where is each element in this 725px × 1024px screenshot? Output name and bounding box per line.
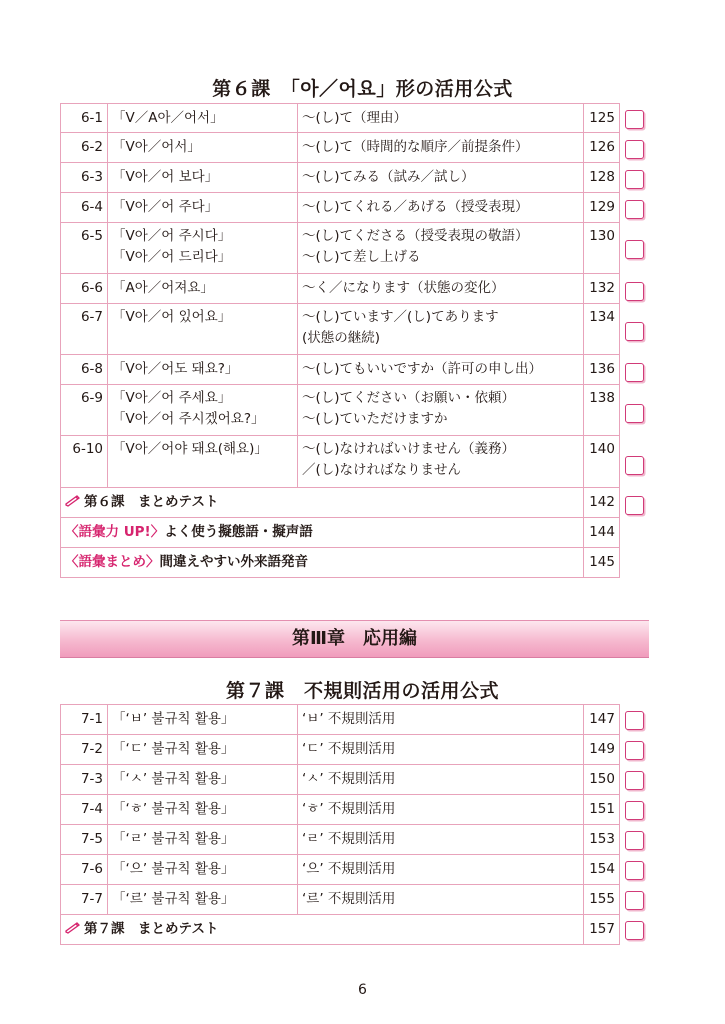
summary-test — [61, 488, 584, 518]
japanese-meaning — [298, 436, 584, 488]
row-number: 7-2 — [61, 735, 108, 765]
row-number: 7-4 — [61, 795, 108, 825]
japanese-meaning: ‘ㄹ’ 不規則活用 — [298, 825, 584, 855]
pencil-icon — [65, 922, 81, 934]
japanese-meaning: ‘ㅂ’ 不規則活用 — [298, 705, 584, 735]
lesson7-table — [60, 704, 620, 945]
checkbox[interactable] — [625, 282, 644, 301]
row-number: 6-3 — [61, 163, 108, 193]
korean-pattern: 「‘ㅅ’ 불규칙 활용」 — [108, 765, 298, 795]
extra-item — [61, 548, 584, 578]
summary-test-label: 第７課 まとめテスト — [84, 921, 219, 937]
japanese-line: ～(し)て差し上げる — [302, 249, 421, 265]
japanese-meaning: ‘ㄷ’ 不規則活用 — [298, 735, 584, 765]
korean-pattern: 「V아／어 주다」 — [108, 193, 298, 223]
row-number: 6-1 — [61, 104, 108, 133]
summary-test-label: 第６課 まとめテスト — [84, 494, 219, 510]
table-row[interactable] — [61, 355, 620, 385]
table-row[interactable] — [61, 795, 620, 825]
checkbox[interactable] — [625, 831, 644, 850]
table-row[interactable] — [61, 825, 620, 855]
japanese-meaning: ～く／になります（状態の変化） — [298, 274, 584, 304]
japanese-meaning — [298, 223, 584, 274]
japanese-line: ～(し)てください（お願い・依頼） — [302, 390, 516, 406]
japanese-meaning: ‘ㅎ’ 不規則活用 — [298, 795, 584, 825]
korean-pattern: 「‘으’ 불규칙 활용」 — [108, 855, 298, 885]
page-ref: 150 — [584, 765, 620, 795]
table-row[interactable] — [61, 104, 620, 133]
korean-line: 「V아／어 드리다」 — [112, 249, 232, 265]
page-ref: 147 — [584, 705, 620, 735]
page-ref: 142 — [584, 488, 620, 518]
row-number: 6-2 — [61, 133, 108, 163]
row-number: 7-3 — [61, 765, 108, 795]
japanese-line: (状態の継続) — [302, 330, 381, 346]
page-ref: 144 — [584, 518, 620, 548]
table-row[interactable] — [61, 163, 620, 193]
page-ref: 129 — [584, 193, 620, 223]
checkbox[interactable] — [625, 240, 644, 259]
row-number: 6-8 — [61, 355, 108, 385]
japanese-meaning: ‘ㅅ’ 不規則活用 — [298, 765, 584, 795]
pencil-icon — [65, 495, 81, 507]
page-ref: 154 — [584, 855, 620, 885]
page-ref: 155 — [584, 885, 620, 915]
japanese-meaning: ‘으’ 不規則活用 — [298, 855, 584, 885]
checkbox[interactable] — [625, 363, 644, 382]
page-number: 6 — [358, 982, 367, 998]
page-ref: 153 — [584, 825, 620, 855]
table-row[interactable] — [61, 705, 620, 735]
lesson6-table — [60, 103, 620, 578]
japanese-meaning: ～(し)て（時間的な順序／前提条件） — [298, 133, 584, 163]
row-number: 7-1 — [61, 705, 108, 735]
checkbox[interactable] — [625, 170, 644, 189]
lesson7-title: 第７課 不規則活用の活用公式 — [225, 680, 499, 702]
table-row[interactable] — [61, 193, 620, 223]
table-row[interactable] — [61, 304, 620, 355]
extra-row[interactable] — [61, 548, 620, 578]
summary-test-row[interactable] — [61, 915, 620, 945]
table-row[interactable] — [61, 133, 620, 163]
korean-pattern: 「‘ㅂ’ 불규칙 활용」 — [108, 705, 298, 735]
extra-item — [61, 518, 584, 548]
checkbox[interactable] — [625, 322, 644, 341]
page-ref: 140 — [584, 436, 620, 488]
checkbox[interactable] — [625, 110, 644, 129]
korean-line: 「V아／어 주시다」 — [112, 228, 232, 244]
summary-test — [61, 915, 584, 945]
japanese-meaning — [298, 304, 584, 355]
japanese-line: ～(し)なければいけません（義務） — [302, 441, 516, 457]
korean-pattern: 「V아／어도 돼요?」 — [108, 355, 298, 385]
extra-text: 間違えやすい外来語発音 — [159, 554, 308, 570]
checkbox[interactable] — [625, 140, 644, 159]
table-row[interactable] — [61, 223, 620, 274]
korean-pattern: 「V아／어서」 — [108, 133, 298, 163]
page-ref: 126 — [584, 133, 620, 163]
korean-pattern: 「‘ㄷ’ 불규칙 활용」 — [108, 735, 298, 765]
table-row[interactable] — [61, 885, 620, 915]
extra-tag: 〈語彙まとめ〉 — [65, 554, 160, 570]
korean-line: 「V아／어 주시겠어요?」 — [112, 411, 265, 427]
page-ref: 157 — [584, 915, 620, 945]
row-number: 7-5 — [61, 825, 108, 855]
checkbox[interactable] — [625, 771, 644, 790]
row-number: 6-6 — [61, 274, 108, 304]
korean-pattern: 「‘ㅎ’ 불규칙 활용」 — [108, 795, 298, 825]
korean-pattern: 「V／A아／어서」 — [108, 104, 298, 133]
summary-test-row[interactable] — [61, 488, 620, 518]
korean-pattern: 「A아／어져요」 — [108, 274, 298, 304]
row-number: 6-5 — [61, 223, 108, 274]
row-number: 7-7 — [61, 885, 108, 915]
page-ref: 134 — [584, 304, 620, 355]
row-number: 6-10 — [61, 436, 108, 488]
korean-pattern — [108, 385, 298, 436]
chapter-heading: 第Ⅲ章 応用編 — [60, 620, 649, 658]
japanese-meaning: ～(し)てくれる／あげる（授受表現） — [298, 193, 584, 223]
japanese-line: ～(し)ています／(し)てあります — [302, 309, 499, 325]
page-ref: 130 — [584, 223, 620, 274]
table-row[interactable] — [61, 436, 620, 488]
lesson6-title: 第６課 「아／어요」形の活用公式 — [212, 78, 513, 100]
japanese-meaning: ～(し)て（理由） — [298, 104, 584, 133]
page-ref: 149 — [584, 735, 620, 765]
checkbox[interactable] — [625, 711, 644, 730]
korean-pattern: 「‘ㄹ’ 불규칙 활용」 — [108, 825, 298, 855]
korean-pattern: 「V아／어 있어요」 — [108, 304, 298, 355]
japanese-meaning: ～(し)てもいいですか（許可の申し出） — [298, 355, 584, 385]
japanese-line: ～(し)てくださる（授受表現の敬語） — [302, 228, 529, 244]
japanese-meaning — [298, 385, 584, 436]
checkbox[interactable] — [625, 741, 644, 760]
table-row[interactable] — [61, 735, 620, 765]
korean-pattern — [108, 223, 298, 274]
japanese-meaning: ‘르’ 不規則活用 — [298, 885, 584, 915]
checkbox[interactable] — [625, 456, 644, 475]
page-ref: 132 — [584, 274, 620, 304]
checkbox[interactable] — [625, 891, 644, 910]
page-ref: 138 — [584, 385, 620, 436]
korean-pattern: 「V아／어 보다」 — [108, 163, 298, 193]
table-row[interactable] — [61, 765, 620, 795]
japanese-line: ～(し)ていただけますか — [302, 411, 448, 427]
extra-text: よく使う擬態語・擬声語 — [164, 524, 313, 540]
table-row[interactable] — [61, 274, 620, 304]
korean-pattern: 「‘르’ 불규칙 활용」 — [108, 885, 298, 915]
japanese-meaning: ～(し)てみる（試み／試し） — [298, 163, 584, 193]
page-ref: 145 — [584, 548, 620, 578]
table-row[interactable] — [61, 855, 620, 885]
extra-tag: 〈語彙力 UP!〉 — [65, 524, 165, 540]
extra-row[interactable] — [61, 518, 620, 548]
checkbox[interactable] — [625, 921, 644, 940]
table-row[interactable] — [61, 385, 620, 436]
checkbox[interactable] — [625, 404, 644, 423]
page-ref: 136 — [584, 355, 620, 385]
korean-pattern: 「V아／어야 돼요(해요)」 — [108, 436, 298, 488]
page-ref: 128 — [584, 163, 620, 193]
row-number: 6-9 — [61, 385, 108, 436]
checkbox[interactable] — [625, 801, 644, 820]
checkbox[interactable] — [625, 861, 644, 880]
row-number: 6-7 — [61, 304, 108, 355]
checkbox[interactable] — [625, 496, 644, 515]
page-ref: 151 — [584, 795, 620, 825]
row-number: 6-4 — [61, 193, 108, 223]
checkbox[interactable] — [625, 200, 644, 219]
page-ref: 125 — [584, 104, 620, 133]
row-number: 7-6 — [61, 855, 108, 885]
japanese-line: ／(し)なければなりません — [302, 462, 462, 478]
korean-line: 「V아／어 주세요」 — [112, 390, 232, 406]
